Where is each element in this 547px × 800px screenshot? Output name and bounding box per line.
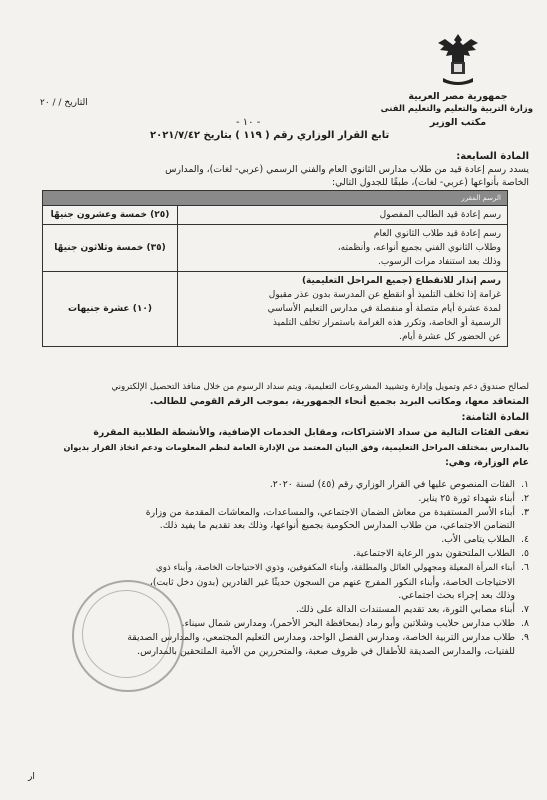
list-item-continuation bbox=[127, 589, 529, 603]
fee-description bbox=[178, 225, 508, 272]
list-item bbox=[127, 617, 529, 631]
desc-line: غرامة إذا تخلف التلميذ أو انقطع عن المدرسة بدون عذر مقبول bbox=[268, 290, 501, 300]
article-7-heading: المادة السابعة: bbox=[456, 151, 529, 162]
document-title: تابع القرار الوزاري رقم ( ١١٩ ) بتاريخ ٢٠٢١/٧/٤٢ bbox=[150, 130, 390, 141]
table-row bbox=[43, 272, 508, 347]
fee-amount: (١٠) عشرة جنيهات bbox=[43, 272, 178, 347]
official-stamp-inner-icon bbox=[82, 590, 170, 678]
item-number: ٩. bbox=[521, 631, 529, 643]
table-row bbox=[43, 206, 508, 225]
item-text: التضامن الاجتماعي، من طلاب المدارس الحكومية بجميع أنواعها، وذلك بعد تقديم ما يفيد ذلك. bbox=[159, 520, 515, 532]
desc-line: رسم إعادة قيد طلاب الثانوي العام bbox=[373, 229, 501, 239]
list-item bbox=[127, 506, 529, 520]
desc-line: عن الحضور كل عشرة أيام. bbox=[399, 332, 501, 342]
date-field: التاريخ / / ٢٠ bbox=[40, 98, 88, 108]
item-number: ١. bbox=[521, 479, 529, 490]
article-8-line-2: بالمدارس بمختلف المراحل التعليمية، وفق البيان المعتمد من الإدارة العامة لنظم المعلومات ودعم اتخاذ القرار بديوان bbox=[63, 442, 529, 452]
desc-line: رسم إنذار للانقطاع (جميع المراحل التعليمية) bbox=[301, 276, 501, 286]
list-item bbox=[127, 492, 529, 506]
item-text: الطلاب يتامى الأب. bbox=[441, 534, 515, 546]
desc-line: لمدة عشرة أيام متصلة أو منفصلة في مدارس التعليم الأساسي bbox=[267, 304, 501, 314]
item-number: ٤. bbox=[521, 534, 529, 546]
after-table-line-2: المتعاقد معها، ومكاتب البريد بجميع أنحاء الجمهورية، بموجب الرقم القومي للطالب. bbox=[149, 396, 529, 407]
list-item-continuation bbox=[127, 519, 529, 533]
letterhead bbox=[380, 30, 533, 129]
item-number: ٦. bbox=[521, 561, 529, 573]
exemptions-list bbox=[127, 478, 529, 658]
article-8-line-1: تعفى الفئات التالية من سداد الاشتراكات، ومقابل الخدمات الإضافية، والأنشطة الطلابية المقررة bbox=[93, 427, 529, 438]
table-header-cell: الرسم المقرر bbox=[43, 191, 508, 206]
item-text: الطلاب الملتحقون بدور الرعاية الاجتماعية. bbox=[352, 547, 515, 559]
article-7-line-1: يسدد رسم إعادة قيد من طلاب مدارس الثانوي العام والفني الرسمي (عربي- لغات)، والمدارس bbox=[165, 164, 529, 175]
table-header-row bbox=[43, 191, 508, 206]
list-item bbox=[127, 631, 529, 645]
item-text: طلاب مدارس حلايب وشلاتين وأبو رماد (بمحافظة البحر الأحمر)، ومدارس شمال سيناء. bbox=[181, 617, 515, 629]
desc-line: وذلك بعد استنفاد مرات الرسوب. bbox=[378, 257, 501, 267]
eagle-emblem-icon bbox=[433, 30, 483, 86]
item-text: وذلك بعد إجراء بحث اجتماعي. bbox=[398, 590, 515, 602]
page-number: - ١٠ - bbox=[236, 117, 261, 128]
item-text: للفتيات، والمدارس الصديقة للأطفال في ظروف صعبة، والمتحررين من الأمية الملتحقين بالمدارس. bbox=[137, 645, 515, 657]
item-text: أبناء مصابي الثورة، بعد تقديم المستندات الدالة على ذلك. bbox=[295, 604, 515, 616]
item-text: أبناء شهداء ثورة ٢٥ يناير. bbox=[418, 492, 515, 504]
item-text: طلاب مدارس التربية الخاصة، ومدارس الفصل الواحد، ومدارس التعليم المجتمعي، والمدارس الصديقة bbox=[127, 631, 515, 643]
header-line-3: مكتب الوزير bbox=[429, 117, 487, 128]
article-8-heading: المادة الثامنة: bbox=[461, 412, 529, 423]
header-line-1: جمهورية مصر العربية bbox=[408, 91, 508, 102]
item-text: الاحتياجات الخاصة، وأبناء النكور المفرج عنهم من السجون حديثًا غير القادرين (بدون دخل ثابت)، bbox=[149, 576, 515, 588]
list-item bbox=[127, 603, 529, 617]
item-text: الفئات المنصوص عليها في القرار الوزاري رقم (٤٥) لسنة ٢٠٢٠. bbox=[269, 479, 515, 490]
fee-description bbox=[178, 206, 508, 225]
fees-table bbox=[42, 190, 508, 347]
list-item-continuation bbox=[127, 645, 529, 659]
list-item bbox=[127, 547, 529, 561]
list-item bbox=[127, 533, 529, 547]
item-number: ٥. bbox=[521, 547, 529, 559]
item-text: أبناء المرأة المعيلة ومجهولي العائل والمطلقة، وأبناء المكفوفين، وذوي الاحتياجات الخاصة، وأبناء ذوي bbox=[155, 562, 515, 573]
item-number: ٣. bbox=[521, 506, 529, 518]
article-8-line-3: عام الوزارة، وهي: bbox=[445, 457, 529, 468]
article-7-line-2: الخاصة بأنواعها (عربي- لغات)، طبقًا للجدول التالي: bbox=[332, 177, 529, 188]
item-text: أبناء الأسر المستفيدة من معاش الضمان الاجتماعي، والمساعدات، والمعاشات المقدمة من وزارة bbox=[145, 506, 515, 518]
item-number: ٢. bbox=[521, 492, 529, 504]
list-item-continuation bbox=[127, 576, 529, 590]
desc-line: رسم إعادة قيد الطالب المفصول bbox=[379, 210, 501, 220]
list-item bbox=[127, 478, 529, 492]
after-table-line-1: لصالح صندوق دعم وتمويل وإدارة وتشييد المشروعات التعليمية، ويتم سداد الرسوم من خلال منافذ التحصيل الإلكتروني bbox=[111, 382, 529, 392]
table-row bbox=[43, 225, 508, 272]
footer-mark: ار bbox=[28, 772, 35, 782]
desc-line: الرسمية أو الخاصة، وتكرر هذه الغرامة باستمرار تخلف التلميذ bbox=[272, 318, 501, 328]
fee-description bbox=[178, 272, 508, 347]
fee-amount: (٣٥) خمسة وثلاثون جنيهًا bbox=[43, 225, 178, 272]
header-line-2: وزارة التربية والتعليم والتعليم الفنى bbox=[380, 104, 533, 114]
item-number: ٧. bbox=[521, 604, 529, 616]
fee-amount: (٢٥) خمسة وعشرون جنيهًا bbox=[43, 206, 178, 225]
desc-line: وطلاب الثانوي الفني بجميع أنواعه، وأنظمته، bbox=[337, 243, 501, 253]
item-number: ٨. bbox=[521, 617, 529, 629]
list-item bbox=[127, 561, 529, 576]
